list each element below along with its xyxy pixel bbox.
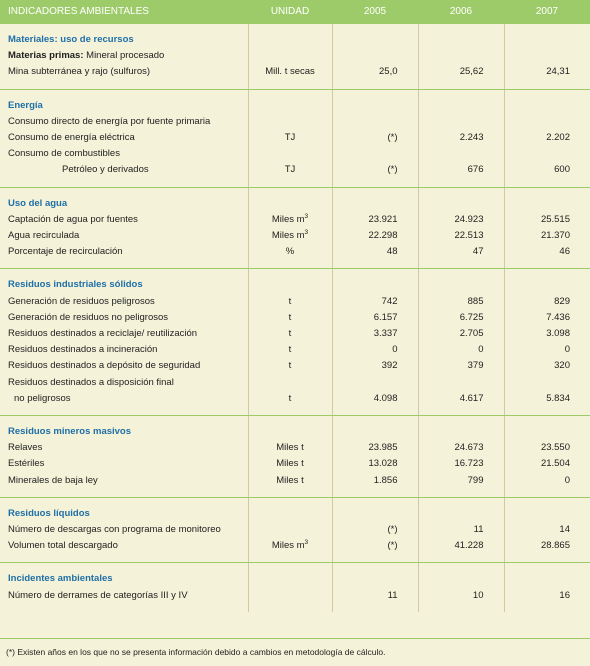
table-row bbox=[0, 391, 590, 407]
section-title-masivos: Residuos mineros masivos bbox=[8, 426, 132, 438]
row-unit bbox=[248, 588, 332, 604]
value-2007: 46 bbox=[504, 244, 590, 260]
row-unit: t bbox=[248, 342, 332, 358]
table-row bbox=[0, 294, 590, 310]
row-label: Residuos destinados a depósito de seguridad bbox=[8, 360, 201, 372]
value-2005: 742 bbox=[332, 294, 418, 310]
value-2005: 0 bbox=[332, 342, 418, 358]
table-row bbox=[0, 162, 590, 178]
section-title-incidentes: Incidentes ambientales bbox=[8, 573, 113, 585]
table-row bbox=[0, 130, 590, 146]
value-2006: 47 bbox=[418, 244, 504, 260]
section-title-row bbox=[0, 196, 590, 212]
value-2006: 6.725 bbox=[418, 310, 504, 326]
table-row bbox=[0, 48, 590, 64]
value-2006: 4.617 bbox=[418, 391, 504, 407]
value-2007: 28.865 bbox=[504, 538, 590, 554]
value-2005: 11 bbox=[332, 588, 418, 604]
value-2007: 0 bbox=[504, 473, 590, 489]
row-label: Consumo directo de energía por fuente primaria bbox=[8, 115, 211, 127]
row-unit: t bbox=[248, 358, 332, 374]
row-unit: t bbox=[248, 294, 332, 310]
footnote: (*) Existen años en los que no se presenta información debido a cambios en metodología de cálculo. bbox=[0, 638, 590, 666]
value-2006: 41.228 bbox=[418, 538, 504, 554]
value-2007: 600 bbox=[504, 162, 590, 178]
row-label: Volumen total descargado bbox=[8, 540, 118, 552]
table-row bbox=[0, 228, 590, 244]
table-row bbox=[0, 375, 590, 391]
value-2005: (*) bbox=[332, 522, 418, 538]
section-title-row bbox=[0, 506, 590, 522]
table-row bbox=[0, 588, 590, 604]
value-2005: 3.337 bbox=[332, 326, 418, 342]
row-label: Captación de agua por fuentes bbox=[8, 213, 138, 225]
value-2007: 320 bbox=[504, 358, 590, 374]
value-2007: 25.515 bbox=[504, 212, 590, 228]
table-row bbox=[0, 440, 590, 456]
value-2006: 2.705 bbox=[418, 326, 504, 342]
value-2006: 676 bbox=[418, 162, 504, 178]
row-unit: Miles $m^3$ bbox=[248, 228, 332, 244]
row-label: no peligrosos bbox=[14, 392, 71, 404]
value-2005: 13.028 bbox=[332, 456, 418, 472]
value-2007: 21.504 bbox=[504, 456, 590, 472]
table-row bbox=[0, 244, 590, 260]
row-label: Minerales de baja ley bbox=[8, 474, 98, 486]
value-2006: 379 bbox=[418, 358, 504, 374]
section-title-row bbox=[0, 424, 590, 440]
row-unit: Miles t bbox=[248, 456, 332, 472]
row-unit: Mill. t secas bbox=[248, 64, 332, 80]
table-row bbox=[0, 310, 590, 326]
value-2006: 799 bbox=[418, 473, 504, 489]
row-unit: Miles t bbox=[248, 473, 332, 489]
value-2007: 3.098 bbox=[504, 326, 590, 342]
header-year-2006: 2006 bbox=[418, 0, 504, 24]
value-2005: 23.921 bbox=[332, 212, 418, 228]
section-title-liquidos: Residuos líquidos bbox=[8, 507, 90, 519]
value-2005: 25,0 bbox=[332, 64, 418, 80]
row-unit: t bbox=[248, 310, 332, 326]
table-row bbox=[0, 473, 590, 489]
row-label: Residuos destinados a disposición final bbox=[8, 376, 174, 388]
value-2007: 829 bbox=[504, 294, 590, 310]
row-label: Consumo de combustibles bbox=[8, 148, 120, 160]
value-2005: 1.856 bbox=[332, 473, 418, 489]
row-label: Petróleo y derivados bbox=[62, 164, 149, 176]
table-header-row bbox=[0, 0, 590, 24]
row-label: Consumo de energía eléctrica bbox=[8, 132, 135, 144]
section-title-row bbox=[0, 277, 590, 293]
section-title-row bbox=[0, 98, 590, 114]
row-label: Número de descargas con programa de monitoreo bbox=[8, 524, 221, 536]
row-unit: % bbox=[248, 244, 332, 260]
row-label: Mina subterránea y rajo (sulfuros) bbox=[8, 66, 151, 78]
table-row bbox=[0, 522, 590, 538]
value-2007: 23.550 bbox=[504, 440, 590, 456]
header-year-2007: 2007 bbox=[504, 0, 590, 24]
value-2006: 24.673 bbox=[418, 440, 504, 456]
value-2006: 16.723 bbox=[418, 456, 504, 472]
value-2006: 11 bbox=[418, 522, 504, 538]
row-label: Generación de residuos no peligrosos bbox=[8, 311, 169, 323]
row-label: Estériles bbox=[8, 458, 45, 470]
row-label: Agua recirculada bbox=[8, 230, 80, 242]
value-2006: 22.513 bbox=[418, 228, 504, 244]
row-label: Residuos destinados a reciclaje/ reutilización bbox=[8, 328, 198, 340]
table-row bbox=[0, 342, 590, 358]
table-row bbox=[0, 212, 590, 228]
value-2005: 23.985 bbox=[332, 440, 418, 456]
header-year-2005: 2005 bbox=[332, 0, 418, 24]
row-unit bbox=[248, 522, 332, 538]
row-unit: Miles $m^3$ bbox=[248, 538, 332, 554]
row-label: Número de derrames de categorías III y IV bbox=[8, 589, 188, 601]
table-row bbox=[0, 64, 590, 80]
section-title-energia: Energía bbox=[8, 99, 43, 111]
table-row bbox=[0, 538, 590, 554]
section-title-row bbox=[0, 32, 590, 48]
row-unit: Miles t bbox=[248, 440, 332, 456]
section-title-agua: Uso del agua bbox=[8, 197, 68, 209]
materias-primas-label: Materias primas: Mineral procesado bbox=[8, 50, 165, 62]
row-unit: t bbox=[248, 391, 332, 407]
value-2007: 7.436 bbox=[504, 310, 590, 326]
value-2005: 392 bbox=[332, 358, 418, 374]
table-row bbox=[0, 146, 590, 162]
table-row bbox=[0, 358, 590, 374]
value-2007: 0 bbox=[504, 342, 590, 358]
header-unit: UNIDAD bbox=[248, 0, 332, 24]
value-2005: 6.157 bbox=[332, 310, 418, 326]
header-indicator: INDICADORES AMBIENTALES bbox=[0, 0, 248, 24]
value-2005: 48 bbox=[332, 244, 418, 260]
section-title-solidos: Residuos industriales sólidos bbox=[8, 279, 143, 291]
value-2005: (*) bbox=[332, 162, 418, 178]
value-2007: 24,31 bbox=[504, 64, 590, 80]
row-unit: TJ bbox=[248, 130, 332, 146]
row-label: Generación de residuos peligrosos bbox=[8, 295, 155, 307]
row-unit: t bbox=[248, 326, 332, 342]
table-row bbox=[0, 326, 590, 342]
row-label: Residuos destinados a incineración bbox=[8, 344, 158, 356]
value-2006: 24.923 bbox=[418, 212, 504, 228]
value-2007: 16 bbox=[504, 588, 590, 604]
value-2006: 885 bbox=[418, 294, 504, 310]
value-2007: 21.370 bbox=[504, 228, 590, 244]
value-2005: 22.298 bbox=[332, 228, 418, 244]
value-2006: 0 bbox=[418, 342, 504, 358]
row-unit: Miles $m^3$ bbox=[248, 212, 332, 228]
value-2006: 10 bbox=[418, 588, 504, 604]
value-2005: 4.098 bbox=[332, 391, 418, 407]
section-title-row bbox=[0, 571, 590, 587]
value-2006: 2.243 bbox=[418, 130, 504, 146]
value-2006: 25,62 bbox=[418, 64, 504, 80]
row-label: Porcentaje de recirculación bbox=[8, 246, 123, 258]
value-2005: (*) bbox=[332, 538, 418, 554]
value-2005: (*) bbox=[332, 130, 418, 146]
table-row bbox=[0, 456, 590, 472]
value-2007: 14 bbox=[504, 522, 590, 538]
value-2007: 2.202 bbox=[504, 130, 590, 146]
section-title-materiales: Materiales: uso de recursos bbox=[8, 34, 134, 45]
row-unit: TJ bbox=[248, 162, 332, 178]
row-label: Relaves bbox=[8, 442, 43, 454]
value-2007: 5.834 bbox=[504, 391, 590, 407]
table-row bbox=[0, 114, 590, 130]
